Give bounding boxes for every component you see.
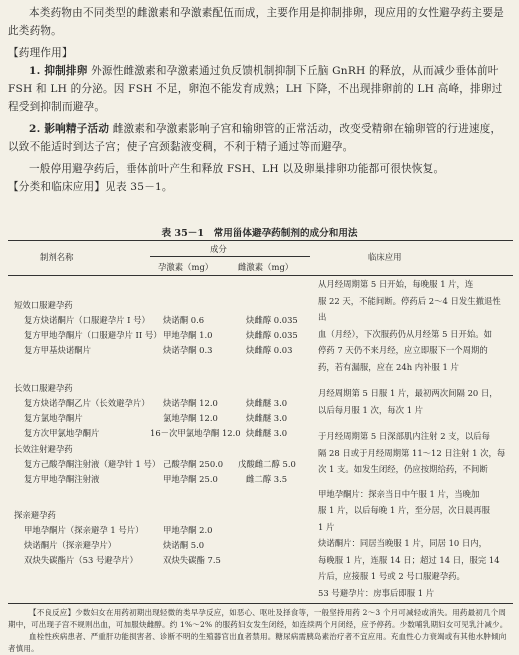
intro-paragraph: 本类药物由不同类型的雌激素和孕激素配伍而成，主要作用是抑制排卵，现应用的女性避孕药主要是此类药物。 <box>8 7 504 37</box>
classification-line <box>8 178 508 196</box>
row-progestin: 炔诺孕酮 0.3 <box>163 345 213 355</box>
item1-text: 外源性雌激素和孕激素通过负反馈机制抑制下丘脑 GnRH 的释放，从而减少垂体前叶 FSH 和 LH 的分泌。因 FSH 不足，卵泡不能发育成熟；LH 下降，不出现排卵前的 LH 高峰，排卵过程受到抑制而避孕。 <box>8 65 503 113</box>
row-progestin: 炔诺酮 0.6 <box>163 315 205 325</box>
row-progestin: 炔诺孕酮 12.0 <box>163 398 218 408</box>
row-progestin: 己酸孕酮 250.0 <box>163 459 224 469</box>
summary-paragraph: 一般停用避孕药后，垂体前叶产生和释放 FSH、LH 以及卵巢排卵功能都可很快恢复。 <box>29 163 445 175</box>
row-estrogen: 炔雌醇 0.035 <box>246 330 298 340</box>
row-name: 炔诺酮片（探亲避孕片） <box>24 540 117 550</box>
row-estrogen: 炔雌醚 3.0 <box>246 413 288 423</box>
item2-paragraph <box>8 120 508 156</box>
usage-line: 从月经周期第 5 日开始，每晚服 1 片，连 <box>318 279 474 289</box>
usage-line: 炔诺酮片：同居当晚服 1 片，同居 10 日内， <box>318 538 488 548</box>
usage-line <box>318 375 508 385</box>
table-top-rule <box>8 240 513 241</box>
usage-line: 1 片 <box>318 521 335 532</box>
usage-line: 停药 7 天仍不来月经，应立即服下一个周期的 <box>318 345 488 355</box>
usage-line: 53 号避孕片：房事后即服 1 片 <box>318 587 435 598</box>
row-name: 复方己酸孕酮注射液（避孕针 1 号） <box>24 459 161 469</box>
row-progestin: 氯地孕酮 12.0 <box>163 413 218 423</box>
row-estrogen: 炔雌醇 0.03 <box>246 345 293 355</box>
usage-line: 以后每月服 1 次，每次 1 片 <box>318 404 424 415</box>
usage-column <box>318 276 508 601</box>
usage-line: 次 1 支。如发生闭经，仍应按期给药，不间断 <box>318 464 488 474</box>
classification-heading: 【分类和临床应用】 <box>8 181 106 193</box>
row-estrogen: 炔雌醇 0.035 <box>246 315 298 325</box>
usage-line: 月经周期第 5 日服 1 片，最初两次间隔 20 日， <box>318 388 498 398</box>
row-progestin: 甲地孕酮 25.0 <box>163 474 218 484</box>
usage-line: 药，若有漏服，应在 24h 内补服 1 片 <box>318 361 459 372</box>
adverse-text: 少数妇女在用药初期出现轻微的类早孕反应，如恶心、呕吐及择食等，一般坚持用药 2～3 个月可减轻或消失。用药最初几个周期中，可出现子宫不规则出血，可加服炔雌醇。约 1%～2% 的服药妇女发生闭经，如连续两个月闭经，应予停药。少数哺乳期妇女可见乳汁减少。 <box>8 608 508 629</box>
row-name: 双炔失碳酯片（53 号避孕片） <box>24 555 138 565</box>
header-progestin: 孕激素（mg） <box>158 262 214 272</box>
group-label: 探亲避孕药 <box>14 510 56 520</box>
usage-line <box>318 418 508 428</box>
row-progestin: 甲地孕酮 2.0 <box>163 525 213 535</box>
usage-line: 片后，应接服 1 号或 2 号口服避孕药。 <box>318 571 465 581</box>
usage-line: 甲地孕酮片：探亲当日中午服 1 片，当晚加 <box>318 488 480 499</box>
header-name: 制剂名称 <box>40 252 74 262</box>
group-label: 长效口服避孕药 <box>14 383 73 393</box>
adverse-heading: 【不良反应】 <box>29 608 76 617</box>
row-name: 甲地孕酮片（探亲避孕 1 号片） <box>24 525 144 535</box>
item1-title: 1. 抑制排卵 <box>29 65 88 77</box>
classification-text: 见表 35－1。 <box>105 181 173 193</box>
item2-title: 2. 影响精子活动 <box>29 123 110 135</box>
adverse-paragraph <box>8 607 508 631</box>
row-progestin: 16－次甲氯地孕酮 12.0 <box>150 428 241 438</box>
row-name: 复方甲地孕酮注射液 <box>24 474 100 484</box>
usage-line: 血（月经），下次服药仍从月经第 5 日开始。如 <box>318 328 492 339</box>
usage-line: 服 1 片，以后每晚 1 片，至分居，次日晨再服 <box>318 505 491 515</box>
table-bottom-rule <box>8 603 513 604</box>
pharmacology-heading: 【药理作用】 <box>8 47 73 59</box>
header-component: 成分 <box>210 244 227 254</box>
row-name: 复方甲地孕酮片（口服避孕片 II 号） <box>24 330 162 340</box>
row-progestin: 甲地孕酮 1.0 <box>163 330 213 340</box>
usage-line: 每晚服 1 片，连服 14 日；超过 14 日，服完 14 <box>318 554 500 565</box>
contra-paragraph: 血栓性疾病患者、严重肝功能损害者、诊断不明的生殖器官出血者禁用。糖尿病需胰岛素治疗者不宜应用。充血性心力衰竭或有其他水肿倾向者慎用。 <box>8 632 507 653</box>
header-usage: 临床应用 <box>368 252 402 262</box>
row-name: 复方炔诺酮片（口服避孕片 I 号） <box>24 315 150 325</box>
row-name: 复方次甲氯地孕酮片 <box>24 428 100 438</box>
usage-line: 服 22 天，不能间断。停药后 2～4 日发生撤退性出 <box>318 295 501 322</box>
usage-line <box>318 478 508 486</box>
row-estrogen: 炔雌醚 3.0 <box>246 398 288 408</box>
row-estrogen: 炔雌醚 3.0 <box>246 428 288 438</box>
header-estrogen: 雌激素（mg） <box>238 262 294 272</box>
row-name: 复方氯地孕酮片 <box>24 413 83 423</box>
row-progestin: 双炔失碳酯 7.5 <box>163 555 221 565</box>
table-title: 表 35－1 常用甾体避孕药制剂的成分和用法 <box>161 228 358 239</box>
item1-paragraph <box>8 62 508 116</box>
header-sub-rule <box>150 256 310 257</box>
row-progestin: 炔诺酮 5.0 <box>163 540 205 550</box>
item2-text: 雌激素和孕激素影响子宫和输卵管的正常活动，改变受精卵在输卵管的行进速度，以致不能适时到达子宫；使子宫颈黏液变稠，不利于精子通过等而避孕。 <box>8 123 502 153</box>
group-label: 长效注射避孕药 <box>14 444 73 454</box>
usage-line: 隔 28 日或于月经周期第 11～12 日注射 1 次，每 <box>318 447 506 458</box>
row-estrogen: 雌二醇 3.5 <box>246 474 288 484</box>
row-name: 复方炔诺孕酮乙片（长效避孕片） <box>24 398 150 408</box>
usage-line: 于月经周期第 5 日深部肌内注射 2 支，以后每 <box>318 431 491 441</box>
row-name: 复方甲基炔诺酮片 <box>24 345 91 355</box>
group-label: 短效口服避孕药 <box>14 300 73 310</box>
row-estrogen: 戊酸雌二醇 5.0 <box>238 459 296 469</box>
